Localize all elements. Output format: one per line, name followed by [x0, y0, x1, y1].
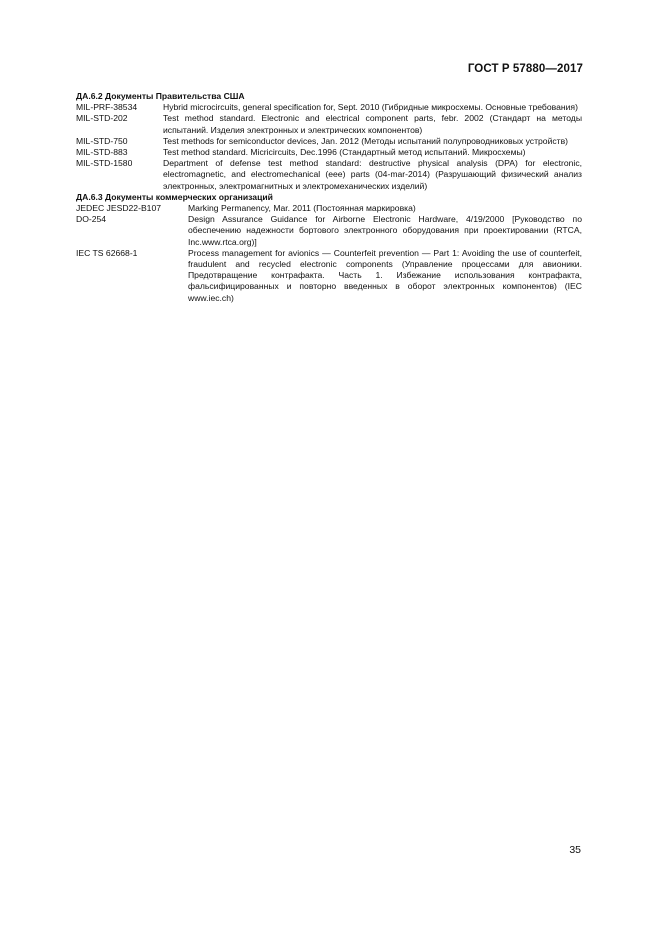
reference-description: Design Assurance Guidance for Airborne Electronic Hardware, 4/19/2000 [Руководство по обеспечению надежности бортового электронного оборудования при проектировании (RTCA, Inc.www.rtca.org)] [188, 214, 582, 247]
section-da-6-3 [76, 192, 582, 304]
reference-code: MIL-STD-750 [76, 135, 128, 146]
reference-entry [76, 158, 582, 192]
page-number: 35 [569, 844, 581, 856]
reference-entry [76, 214, 582, 248]
reference-description: Test methods for semiconductor devices, Jan. 2012 (Методы испытаний полупроводниковых устройств) [163, 135, 569, 146]
reference-code: IEC TS 62668-1 [76, 247, 138, 258]
section-heading: ДА.6.3 Документы коммерческих организаций [76, 191, 273, 202]
standard-id-header: ГОСТ Р 57880—2017 [467, 63, 583, 75]
document-body [76, 91, 582, 304]
reference-code: MIL-STD-202 [76, 113, 128, 124]
section-heading: ДА.6.2 Документы Правительства США [76, 91, 245, 101]
section-da-6-2 [76, 91, 582, 192]
reference-code: JEDEC JESD22-B107 [76, 203, 162, 214]
reference-description: Test method standard. Electronic and electrical component parts, febr. 2002 (Стандарт на методы испытаний. Изделия электронных и электрических компонентов) [163, 113, 582, 135]
reference-entry [76, 147, 582, 158]
reference-entry [76, 136, 582, 147]
reference-description: Test method standard. Micricircuits, Dec.1996 (Стандартный метод испытаний. Микросхемы) [163, 147, 526, 158]
reference-entry [76, 248, 582, 304]
reference-description: Marking Permanency, Mar. 2011 (Постоянная маркировка) [188, 203, 416, 214]
reference-code: MIL-STD-883 [76, 147, 128, 158]
reference-description: Hybrid microcircuits, general specification for, Sept. 2010 (Гибридные микросхемы. Основные требования) [163, 102, 578, 113]
reference-entry [76, 203, 582, 214]
reference-code: DO-254 [76, 214, 107, 225]
reference-entry [76, 113, 582, 135]
reference-code: MIL-PRF-38534 [76, 102, 138, 113]
reference-code: MIL-STD-1580 [76, 158, 133, 169]
reference-description: Department of defense test method standard: destructive physical analysis (DPA) for electronic, electromagnetic, and electromechanical (eee) parts (04-mar-2014) (Разрушающий физический анализ электронных, электромагнитных и электромеханических изделий) [163, 158, 582, 191]
reference-entry [76, 102, 582, 113]
reference-description: Process management for avionics — Counterfeit prevention — Part 1: Avoiding the use of counterfeit, fraudulent and recycled electronic components (Управление процессами для авионики. Предотвращение контрафакта. Часть 1. Избежание использования контрафакта, фальсифицированных и повторно введенных в оборот электронных компонентов) (IEC www.iec.ch) [188, 247, 582, 303]
